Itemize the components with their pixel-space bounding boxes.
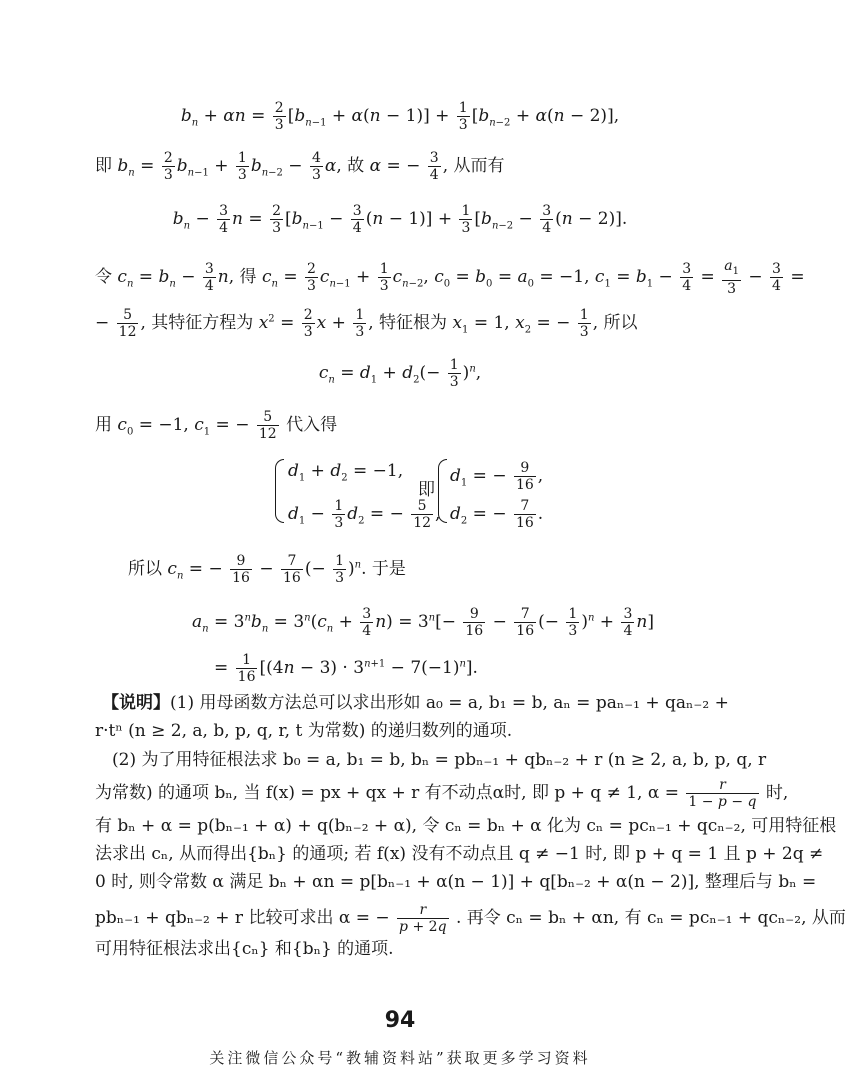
equation-10: = $\frac{1}{16}$ $[(4n - 3) \cdot 3^{n+1} - 7(-1)^n]$. <box>214 652 478 685</box>
note2-text-b1: 为常数) 的通项 bₙ, 当 f(x) = px + qx + r 有不动点α时, 即 p + q ≠ 1, α = <box>95 783 679 803</box>
equation-1: $b_n + \alpha n$ = $\frac{2}{3}$ $[b_{n-1} + \alpha(n - 1)]$ + $\frac{1}{3}$ $[b_{n-2} + \alpha(n - 2)]$, <box>180 100 620 133</box>
note-line-2: r·tⁿ (n ≥ 2, a, b, p, q, r, t 为常数) 的递归数列的通项. <box>95 721 513 741</box>
system-eq-2: $d_1$ − $\frac{1}{3}$ $d_2$ = − $\frac{5}{12}$ , <box>288 498 441 531</box>
note-line-9: 可用特征根法求出{cₙ} 和{bₙ} 的通项. <box>95 939 394 959</box>
note1-text-a: (1) 用母函数方法总可以求出形如 a₀ = a, b₁ = b, aₙ = paₙ₋₁ + qaₙ₋₂ + <box>170 693 729 713</box>
equation-4-line: 令 $c_n = b_n$ − $\frac{3}{4}$ n, 得 $c_n$ = $\frac{2}{3}$ $c_{n-1}$ + $\frac{1}{3}$ $c_{n-2}$, $c_0 = b_0 = a_0 = -1$, $c_1 = b_1$ − $\frac{3}{4}$ = $\frac{a_1}{3}$ − $\frac{3}{4}$ = <box>95 258 805 297</box>
equation-6: $c_n = d_1 + d_2(-$ $\frac{1}{3}$ )$^n$, <box>318 357 482 390</box>
left-brace-1 <box>275 459 284 523</box>
note-line-6: 法求出 cₙ, 从而得出{bₙ} 的通项; 若 f(x) 没有不动点且 q ≠ −1 时, 即 p + q = 1 且 p + 2q ≠ <box>95 844 824 864</box>
system-eq-1: $d_1 + d_2 = -1$, <box>288 461 404 484</box>
equation-3: $b_n$ − $\frac{3}{4}$ n = $\frac{2}{3}$ [$b_{n-1}$ − $\frac{3}{4}$ (n − 1)] + $\frac{1}{3}$ [$b_{n-2}$ − $\frac{3}{4}$ (n − 2)]. <box>172 203 628 236</box>
note2-text-f1: pbₙ₋₁ + qbₙ₋₂ + r 比较可求出 α = − <box>95 908 390 928</box>
note2-text-b2: 时, <box>765 783 789 803</box>
note-label: 【说明】 <box>102 693 170 713</box>
note-line-7: 0 时, 则令常数 α 满足 bₙ + αn = p[bₙ₋₁ + α(n − 1)] + q[bₙ₋₂ + α(n − 2)], 整理后与 bₙ = <box>95 872 817 892</box>
equation-9: $a_n = 3^nb_n = 3^n(c_n$ + $\frac{3}{4}$ $n) = 3^n[-$ $\frac{9}{16}$ − $\frac{7}{16}$ (− $\frac{1}{3}$ )$^n$ + $\frac{3}{4}$ n] <box>192 606 654 639</box>
note-line-8: pbₙ₋₁ + qbₙ₋₂ + r 比较可求出 α = − $\frac{r}{p + 2q}$ . 再令 cₙ = bₙ + αn, 有 cₙ = pcₙ₋₁ + qcₙ₋₂, 从而 <box>95 902 846 935</box>
note2-text-f2: . 再令 cₙ = bₙ + αn, 有 cₙ = pcₙ₋₁ + qcₙ₋₂, 从而 <box>455 908 846 928</box>
equation-7-line: 用 $c_0 = -1$, $c_1$ = − $\frac{5}{12}$ 代入得 <box>95 409 338 442</box>
footer-text: 关注微信公众号“教辅资料站”获取更多学习资料 <box>209 1049 591 1067</box>
equation-2-line: 即 $b_n$ = $\frac{2}{3}$ $b_{n-1}$ + $\frac{1}{3}$ $b_{n-2}$ − $\frac{4}{3}$ α, 故 α = − $\frac{3}{4}$ , 从而有 <box>95 150 505 183</box>
left-brace-2 <box>438 459 447 523</box>
equation-5-line: − $\frac{5}{12}$ , 其特征方程为 $x^2$ = $\frac{2}{3}$ x + $\frac{1}{3}$ , 特征根为 $x_1 = 1$, $x_2$ = − $\frac{1}{3}$ , 所以 <box>95 307 638 340</box>
equation-8-line: 所以 $c_n$ = − $\frac{9}{16}$ − $\frac{7}{16}$ (− $\frac{1}{3}$ )$^n$. 于是 <box>128 553 406 586</box>
note-line-4: 为常数) 的通项 bₙ, 当 f(x) = px + qx + r 有不动点α时, 即 p + q ≠ 1, α = $\frac{r}{1 - p - q}$ 时, <box>95 777 789 810</box>
note-line-5: 有 bₙ + α = p(bₙ₋₁ + α) + q(bₙ₋₂ + α), 令 cₙ = bₙ + α 化为 cₙ = pcₙ₋₁ + qcₙ₋₂, 可用特征根 <box>95 816 837 836</box>
system-ji: 即 <box>418 480 435 500</box>
system-sol-2: $d_2$ = − $\frac{7}{16}$ . <box>450 498 544 531</box>
note-line-3: (2) 为了用特征根法求 b₀ = a, b₁ = b, bₙ = pbₙ₋₁ + qbₙ₋₂ + r (n ≥ 2, a, b, p, q, r <box>112 750 767 770</box>
note-line-1 <box>102 692 729 714</box>
page-number: 94 <box>384 1008 416 1033</box>
system-sol-1: $d_1$ = − $\frac{9}{16}$ , <box>450 460 544 493</box>
